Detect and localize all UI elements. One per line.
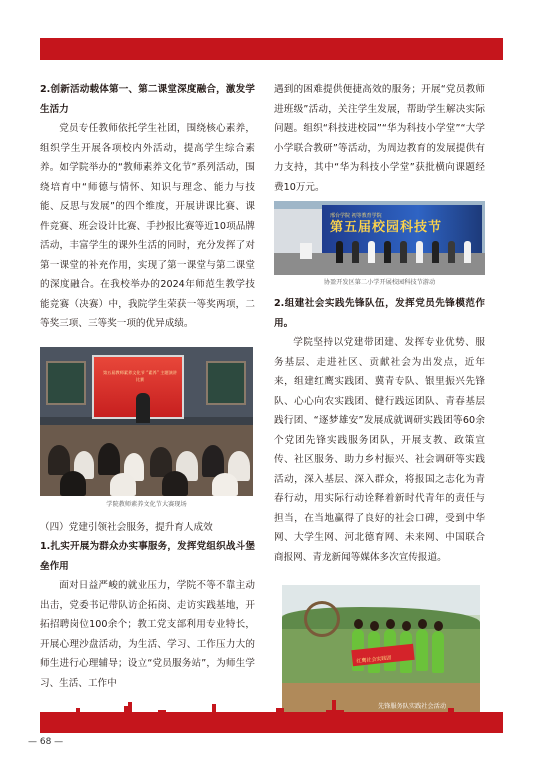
backdrop-small-text: 邢台学院 初等教育学院	[330, 213, 382, 219]
left-paragraph-1: 党员专任教师依托学生社团，围绕核心素养，组织学生开展各项校内外活动，提高学生综合素养。如学院举办的“教师素养文化节”系列活动，围绕培育中“师德与情怀、知识与理念、能力与技能、反思与发展”的四个维度，开展讲课比赛、课件竞赛、班会设计比赛、手抄报比赛等近10项品牌活动，丰富学生的课外生活的同时，充分发挥了对第一课堂的补充作用，实现了第一课堂与第二课堂的深度融合。在我校举办的2024年师范生教学技能竞赛（决赛）中，我院学生荣获一等奖两项，二等奖三项、三等奖一项的优异成绩。	[40, 123, 255, 329]
left-column	[40, 80, 255, 693]
left-paragraph-2: 面对日益严峻的就业压力，学院不等不靠主动出击，党委书记带队访企拓岗、走访实践基地，开拓招聘岗位100余个；教工党支部利用专业特长，开展心理沙盘活动，为生活、学习、工作压力大的师生进行心理辅导；设立“党员服务站”，为师生学习、生活、工作中	[40, 580, 255, 689]
left-heading-2: 1.扎实开展为群众办实事服务，发挥党组织战斗堡垒作用	[40, 541, 255, 572]
photo1-caption: 学院教师素养文化节大赛现场	[106, 500, 187, 508]
backdrop-title: 第五届校园科技节	[330, 220, 443, 235]
photo2-caption: 协盈开发区第二小学开展校园科技节游动	[323, 279, 436, 286]
right-paragraph-2: 学院坚持以党建带团建、发挥专业优势、服务基层、走进社区、贡献社会为出发点，近年来，组建红鹰实践团、冀青专队、银里振兴先锋队、心心向农实践团、健行践远团队、青春基层践行团、“逐梦雄安”发展成就调研实践团等60余个党团先锋实践服务团队，开展支教、政策宣传、社区服务、助力乡村振兴、社会调研等实践活动，深入基层、深入群众，将报国之志化为青春行动，用实际行动诠释着新时代青年的责任与担当，在当地赢得了良好的社会口碑，受到中华网、大学生网、河北德育网、未来网、中国联合商报网、青龙新闻等媒体多次宣传报道。	[274, 337, 485, 563]
right-heading-1: 2.组建社会实践先锋队伍，发挥党员先锋模范作用。	[274, 298, 485, 329]
footer-band	[40, 712, 503, 730]
waterwheel-shape	[304, 601, 340, 637]
right-paragraph-1: 遇到的困难提供便捷高效的服务；开展“党员教师进班级”活动，关注学生发展，帮助学生解决实际问题。组织“科技进校园”“华为科技小学堂”“大学小学联合教研”等活动，为周边教育的发展提供有力支持，其中“华为科技小学堂”获批横向课题经费10万元。	[274, 84, 485, 193]
screen-text: 第五届教师素养文化节 “素养” 主题演讲比赛	[102, 369, 177, 382]
team-banner-text: 红鹰社会实践团	[356, 655, 392, 665]
header-band	[40, 38, 503, 60]
photo3-caption: 先锋服务队实践社会活动	[378, 703, 447, 710]
tech-festival-photo	[274, 201, 485, 275]
page-number: — 68 —	[28, 737, 64, 747]
teacher-style-festival-photo	[40, 347, 253, 496]
left-heading-1: 2.创新活动载体第一、第二课堂深度融合，激发学生活力	[40, 84, 255, 115]
speaker-figure	[136, 393, 150, 423]
section-heading: （四）党建引领社会服务，提升育人成效	[40, 521, 213, 533]
right-column	[274, 80, 485, 712]
